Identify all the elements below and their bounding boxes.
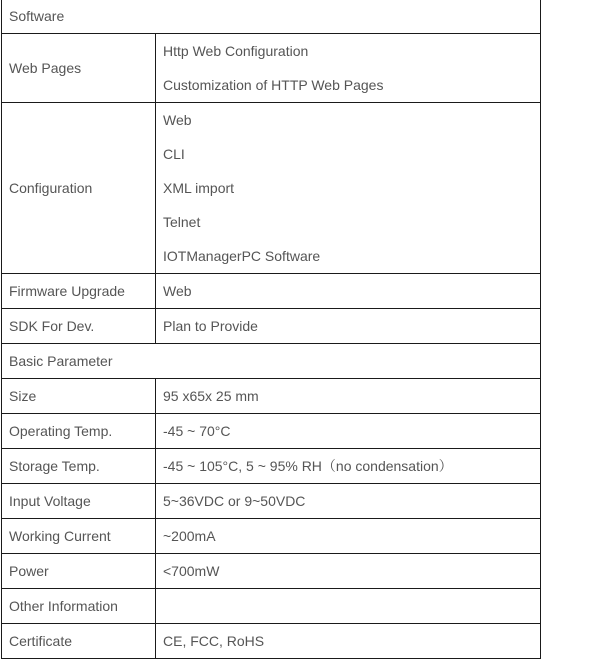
row-label-web-pages: Web Pages (2, 34, 156, 103)
row-value-input-voltage: 5~36VDC or 9~50VDC (156, 484, 541, 519)
table-row-firmware-upgrade (2, 274, 541, 309)
row-value-power: <700mW (156, 554, 541, 589)
row-label-other-information: Other Information (2, 589, 156, 624)
section-row-basic-parameter (2, 344, 541, 379)
row-label-input-voltage: Input Voltage (2, 484, 156, 519)
table-row-input-voltage (2, 484, 541, 519)
value-line: IOTManagerPC Software (163, 248, 321, 264)
row-label-configuration: Configuration (2, 103, 156, 274)
value-line: Telnet (163, 214, 201, 230)
row-value-configuration (156, 103, 541, 274)
row-label-size: Size (2, 379, 156, 414)
table-row-sdk (2, 309, 541, 344)
row-value-sdk: Plan to Provide (156, 309, 541, 344)
value-line: Http Web Configuration (163, 43, 309, 59)
row-label-power: Power (2, 554, 156, 589)
row-label-storage-temp: Storage Temp. (2, 449, 156, 484)
row-value-size: 95 x65x 25 mm (156, 379, 541, 414)
table-row-storage-temp (2, 449, 541, 484)
table-row-configuration (2, 103, 541, 274)
section-row-software (2, 0, 541, 34)
row-value-storage-temp: -45 ~ 105°C, 5 ~ 95% RH（no condensation） (156, 449, 541, 484)
table-row-working-current (2, 519, 541, 554)
table-row-web-pages (2, 34, 541, 103)
value-line: Customization of HTTP Web Pages (163, 77, 384, 93)
value-line: CLI (163, 146, 185, 162)
table-row-certificate (2, 624, 541, 659)
row-value-certificate: CE, FCC, RoHS (156, 624, 541, 659)
row-value-other-information (156, 589, 541, 624)
table-row-power (2, 554, 541, 589)
table-row-other-information (2, 589, 541, 624)
section-header-software: Software (2, 0, 541, 34)
row-label-certificate: Certificate (2, 624, 156, 659)
table-row-operating-temp (2, 414, 541, 449)
value-line: XML import (163, 180, 235, 196)
row-label-firmware-upgrade: Firmware Upgrade (2, 274, 156, 309)
row-value-working-current: ~200mA (156, 519, 541, 554)
row-value-operating-temp: -45 ~ 70°C (156, 414, 541, 449)
row-label-working-current: Working Current (2, 519, 156, 554)
section-header-basic-parameter: Basic Parameter (2, 344, 541, 379)
specifications-table (1, 0, 541, 659)
row-value-firmware-upgrade: Web (156, 274, 541, 309)
table-row-size (2, 379, 541, 414)
row-label-sdk: SDK For Dev. (2, 309, 156, 344)
row-label-operating-temp: Operating Temp. (2, 414, 156, 449)
value-line: Web (163, 112, 192, 128)
row-value-web-pages (156, 34, 541, 103)
